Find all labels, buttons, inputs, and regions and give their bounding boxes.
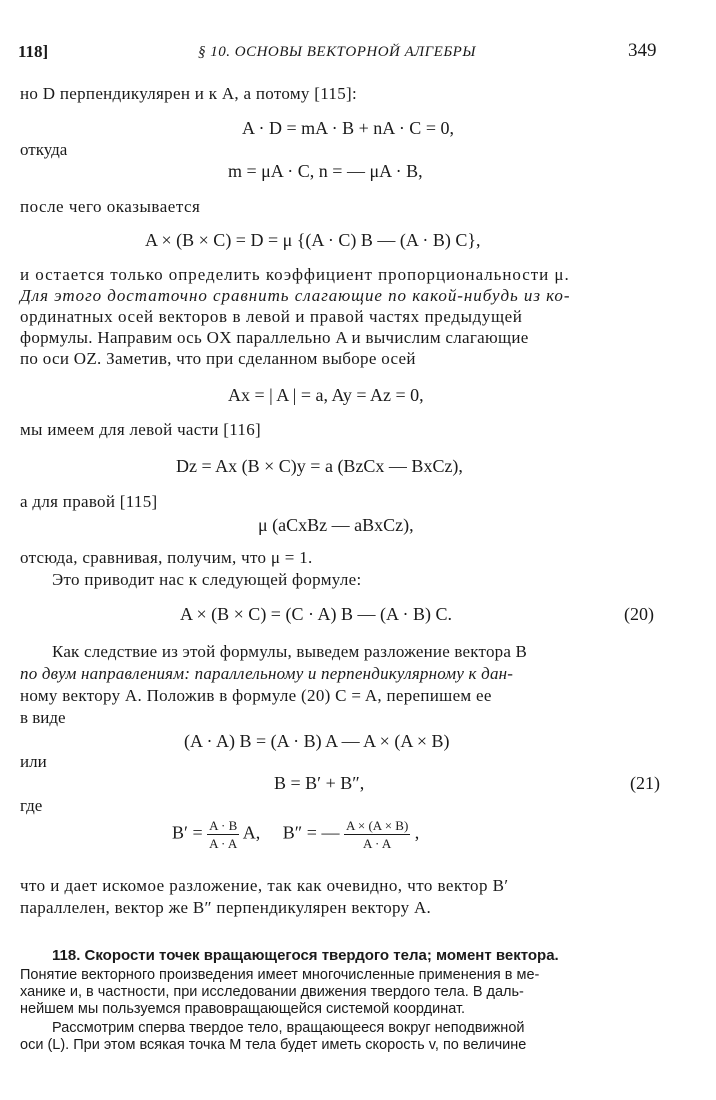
text-line: мы имеем для левой части [116]: [20, 420, 261, 439]
text-line: но D перпендикулярен и к A, а потому [115]:: [20, 84, 357, 103]
equation-part: A, B″ = —: [242, 822, 340, 843]
paragraph-line: Рассмотрим сперва твердое тело, вращающееся вокруг неподвижной: [52, 1020, 525, 1036]
equation-part: B′ =: [172, 822, 203, 843]
paragraph-line: по оси OZ. Заметив, что при сделанном выборе осей: [20, 349, 416, 368]
equation-number: (21): [630, 773, 660, 793]
text-line: откуда: [20, 140, 68, 159]
equation: (A · A) B = (A · B) A — A × (A × B): [184, 731, 450, 751]
paragraph-line: по двум направлениям: параллельному и перпендикулярному к дан-: [20, 664, 514, 683]
paragraph-line: в виде: [20, 708, 66, 727]
equation: m = μA · C, n = — μA · B,: [228, 161, 423, 181]
paragraph-line: Понятие векторного произведения имеет многочисленные применения в ме-: [20, 967, 540, 983]
paragraph-line: ординатных осей векторов в левой и правой частях предыдущей: [20, 307, 523, 326]
fraction: [344, 818, 410, 851]
paragraph-line: Для этого достаточно сравнить слагающие по какой-нибудь из ко-: [20, 286, 571, 305]
text-line: после чего оказывается: [20, 197, 201, 216]
paragraph-line: оси (L). При этом всякая точка M тела будет иметь скорость v, по величине: [20, 1037, 527, 1053]
fraction-numerator: A · B: [209, 818, 238, 833]
equation: μ (aCxBz — aBxCz),: [258, 515, 414, 535]
equation: Ax = | A | = a, Ay = Az = 0,: [228, 385, 424, 405]
paragraph-line: Как следствие из этой формулы, выведем разложение вектора B: [52, 642, 528, 661]
fraction-numerator: A × (A × B): [345, 818, 409, 833]
text-line: а для правой [115]: [20, 492, 158, 511]
equation: Dz = Ax (B × C)y = a (BzCx — BxCz),: [176, 456, 463, 476]
paragraph-line: что и дает искомое разложение, так как очевидно, что вектор B′: [20, 876, 509, 895]
paragraph-line: ному вектору A. Положив в формуле (20) C = A, перепишем ее: [20, 686, 492, 705]
paragraph-line: и остается только определить коэффициент пропорциональности μ.: [20, 265, 570, 284]
equation: A · D = mA · B + nA · C = 0,: [242, 118, 454, 138]
paragraph-line: ханике и, в частности, при исследовании движения твердого тела. В даль-: [20, 984, 524, 1000]
fraction-denominator: A · A: [209, 836, 238, 851]
running-head: § 10. ОСНОВЫ ВЕКТОРНОЙ АЛГЕБРЫ: [198, 44, 476, 60]
text-line: Это приводит нас к следующей формуле:: [52, 570, 362, 589]
header-section-number: 118]: [18, 42, 49, 61]
text-line: отсюда, сравнивая, получим, что μ = 1.: [20, 548, 313, 567]
equation: A × (B × C) = D = μ {(A · C) B — (A · B) C},: [145, 230, 481, 250]
section-title: 118. Скорости точек вращающегося твердого тела; момент вектора.: [52, 947, 559, 964]
equation: B = B′ + B″,: [274, 773, 365, 793]
equation: A × (B × C) = (C · A) B — (A · B) C.: [180, 604, 452, 624]
text-line: или: [20, 752, 47, 771]
text-line: где: [20, 796, 43, 815]
equation-part: ,: [414, 822, 420, 843]
paragraph-line: формулы. Направим ось OX параллельно A и вычислим слагающие: [20, 328, 529, 347]
paragraph-line: параллелен, вектор же B″ перпендикулярен вектору A.: [20, 898, 432, 917]
fraction-denominator: A · A: [363, 836, 392, 851]
fraction: [207, 818, 239, 851]
paragraph-line: нейшем мы пользуемся правовращающейся системой координат.: [20, 1001, 466, 1017]
fraction-equation: [172, 818, 419, 851]
equation-number: (20): [624, 604, 654, 624]
page-number: 349: [628, 40, 657, 61]
